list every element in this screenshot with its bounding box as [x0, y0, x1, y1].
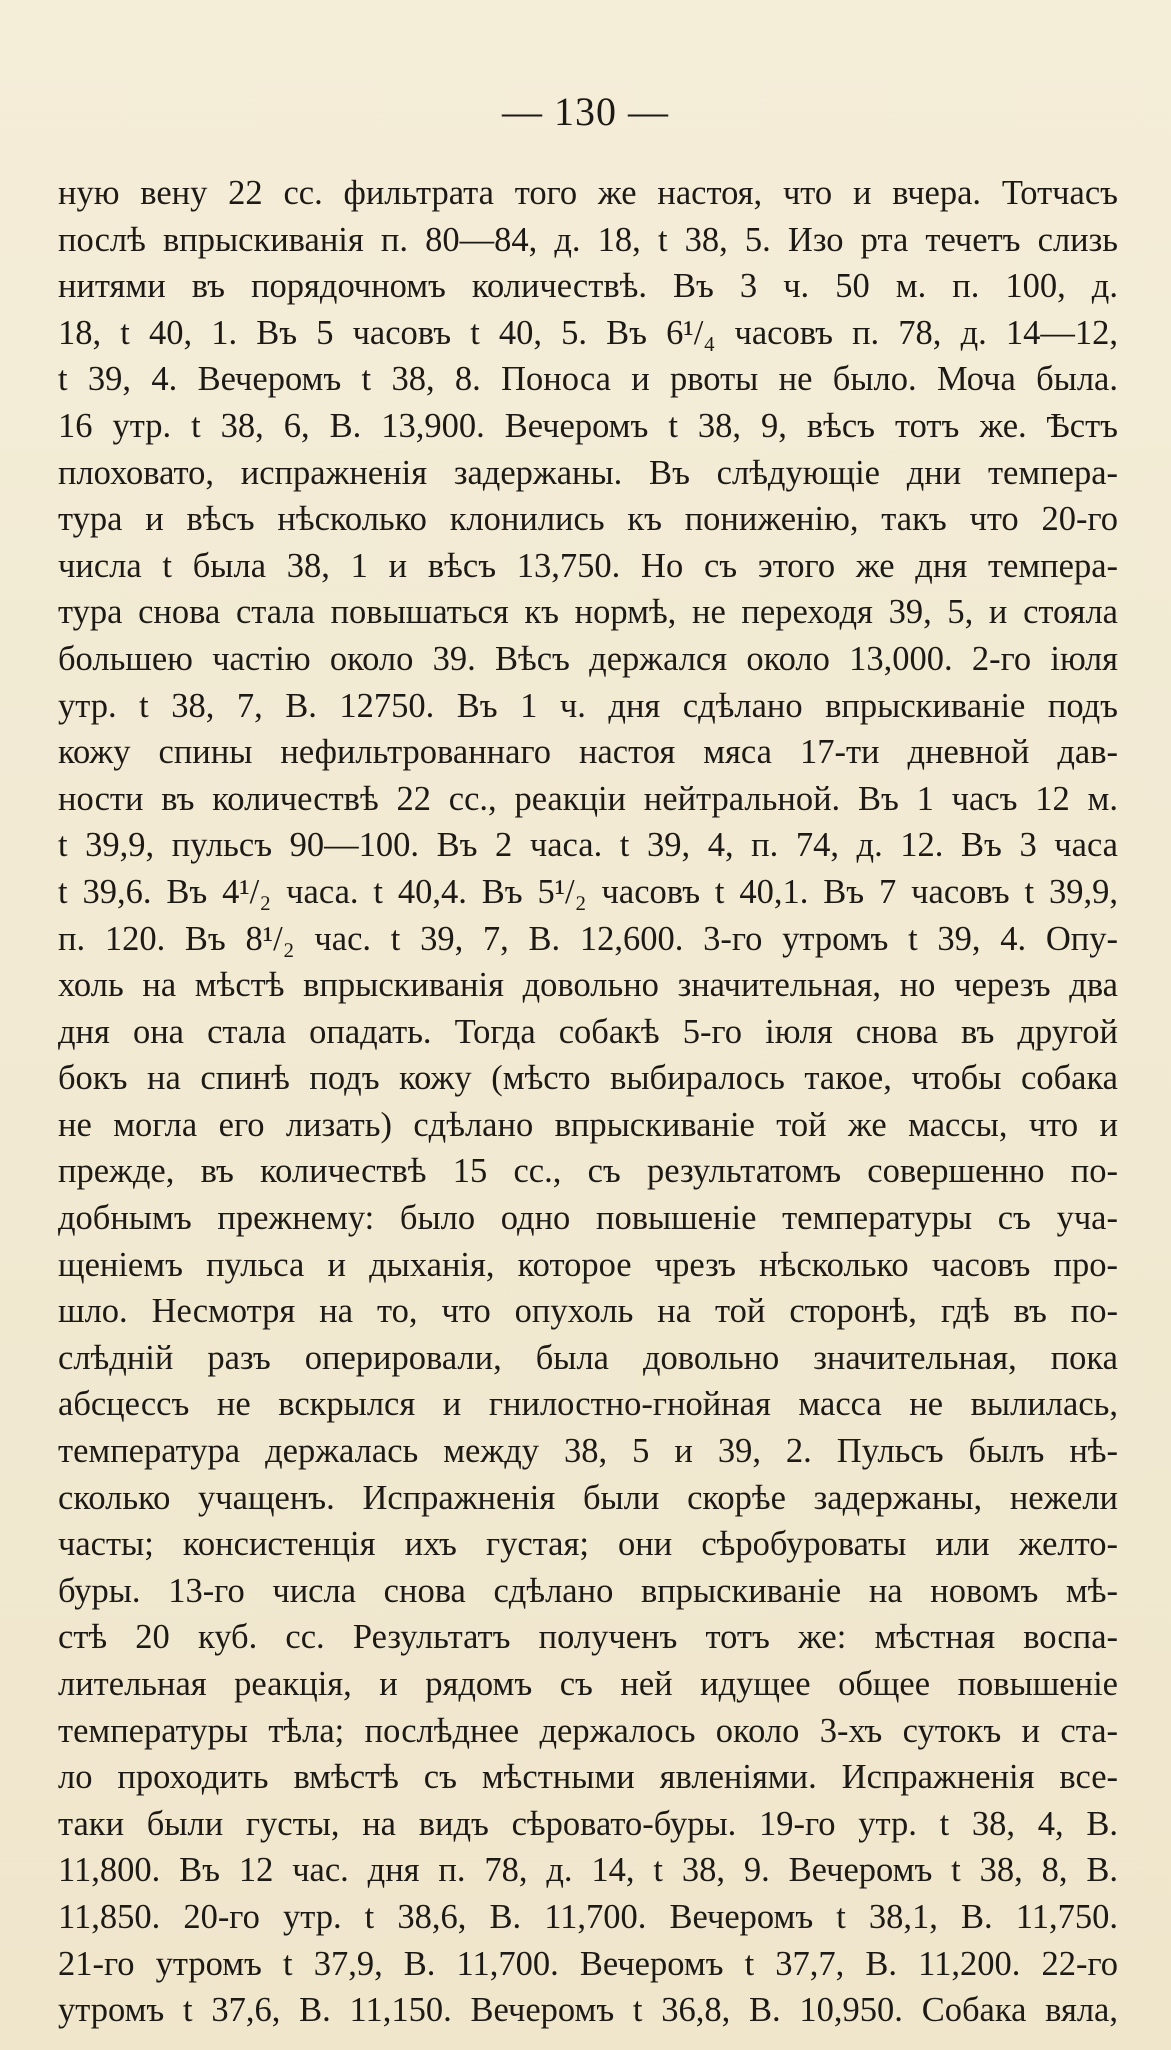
- text-line: добнымъ прежнему: было одно повышеніе температуры съ уча-: [58, 1199, 1118, 1238]
- text-line: прежде, въ количествѣ 15 сс., съ результатомъ совершенно по-: [58, 1152, 1118, 1191]
- text-line: абсцессъ не вскрылся и гнилостно-гнойная масса не вылилась,: [58, 1385, 1118, 1424]
- text-line: 11,850. 20-го утр. t 38,6, В. 11,700. Вечеромъ t 38,1, В. 11,750.: [58, 1897, 1118, 1936]
- text-line: лительная реакція, и рядомъ съ ней идущее общее повышеніе: [58, 1665, 1118, 1703]
- text-line: не могла его лизать) сдѣлано впрыскиваніе той же массы, что и: [58, 1105, 1118, 1144]
- text-line: нитями въ порядочномъ количествѣ. Въ 3 ч. 50 м. п. 100, д.: [58, 267, 1118, 306]
- text-line: температура держалась между 38, 5 и 39, 2. Пульсъ былъ нѣ-: [58, 1432, 1118, 1471]
- text-line: ло проходить вмѣстѣ съ мѣстными явленіями. Испражненія все-: [58, 1758, 1118, 1797]
- text-line: плоховато, испражненія задержаны. Въ слѣдующіе дни темпера-: [58, 453, 1118, 492]
- text-line: ности въ количествѣ 22 сс., реакціи нейтральной. Въ 1 часъ 12 м.: [58, 779, 1118, 818]
- text-line: п. 120. Въ 8¹/₂ час. t 39, 7, В. 12,600. 3-го утромъ t 39, 4. Опу-: [58, 919, 1118, 958]
- text-line: буры. 13-го числа снова сдѣлано впрыскиваніе на новомъ мѣ-: [58, 1571, 1118, 1610]
- text-line: числа t была 38, 1 и вѣсъ 13,750. Но съ этого же дня темпера-: [58, 546, 1118, 585]
- text-line: ную вену 22 сс. фильтрата того же настоя, что и вчера. Тотчасъ: [58, 174, 1118, 212]
- text-line: стѣ 20 куб. сс. Результатъ полученъ тотъ же: мѣстная воспа-: [58, 1618, 1118, 1657]
- text-line: тура снова стала повышаться къ нормѣ, не переходя 39, 5, и стояла: [58, 593, 1118, 632]
- text-line: кожу спины нефильтрованнаго настоя мяса 17-ти дневной дав-: [58, 733, 1118, 772]
- text-line: утромъ t 37,6, В. 11,150. Вечеромъ t 36,8, В. 10,950. Собака вяла,: [58, 1991, 1118, 2030]
- text-line: послѣ впрыскиванія п. 80—84, д. 18, t 38, 5. Изо рта течетъ слизь: [58, 220, 1118, 259]
- text-line: холь на мѣстѣ впрыскиванія довольно значительная, но черезъ два: [58, 966, 1118, 1005]
- text-line: t 39, 4. Вечеромъ t 38, 8. Поноса и рвоты не было. Моча была.: [58, 360, 1118, 399]
- text-line: тура и вѣсъ нѣсколько клонились къ пониженію, такъ что 20-го: [58, 500, 1118, 539]
- text-line: бокъ на спинѣ подъ кожу (мѣсто выбиралось такое, чтобы собака: [58, 1059, 1118, 1098]
- text-line: 16 утр. t 38, 6, В. 13,900. Вечеромъ t 38, 9, вѣсъ тотъ же. Ѣстъ: [58, 406, 1118, 445]
- text-line: утр. t 38, 7, В. 12750. Въ 1 ч. дня сдѣлано впрыскиваніе подъ: [58, 686, 1118, 725]
- text-line: 11,800. Въ 12 час. дня п. 78, д. 14, t 38, 9. Вечеромъ t 38, 8, В.: [58, 1851, 1118, 1890]
- text-line: часты; консистенція ихъ густая; они сѣробуроваты или желто-: [58, 1525, 1118, 1564]
- text-line: щеніемъ пульса и дыханія, которое чрезъ нѣсколько часовъ про-: [58, 1245, 1118, 1284]
- text-line: t 39,9, пульсъ 90—100. Въ 2 часа. t 39, 4, п. 74, д. 12. Въ 3 часа: [58, 826, 1118, 865]
- text-line: температуры тѣла; послѣднее держалось около 3-хъ сутокъ и ста-: [58, 1711, 1118, 1750]
- text-line: t 39,6. Въ 4¹/₂ часа. t 40,4. Въ 5¹/₂ часовъ t 40,1. Въ 7 часовъ t 39,9,: [58, 872, 1118, 911]
- text-line: 21-го утромъ t 37,9, В. 11,700. Вечеромъ t 37,7, В. 11,200. 22-го: [58, 1944, 1118, 1983]
- text-line: сколько учащенъ. Испражненія были скорѣе задержаны, нежели: [58, 1478, 1118, 1517]
- text-line: слѣдній разъ оперировали, была довольно значительная, пока: [58, 1338, 1118, 1377]
- text-line: большею частію около 39. Вѣсъ держался около 13,000. 2-го іюля: [58, 639, 1118, 678]
- text-line: шло. Несмотря на то, что опухоль на той сторонѣ, гдѣ въ по-: [58, 1292, 1118, 1331]
- page-number: — 130 —: [502, 89, 669, 134]
- text-line: 18, t 40, 1. Въ 5 часовъ t 40, 5. Въ 6¹/₄ часовъ п. 78, д. 14—12,: [58, 313, 1118, 352]
- text-line: таки были густы, на видъ сѣровато-буры. 19-го утр. t 38, 4, В.: [58, 1804, 1118, 1843]
- body-text: [58, 170, 1118, 2034]
- text-line: дня она стала опадать. Тогда собакѣ 5-го іюля снова въ другой: [58, 1012, 1118, 1051]
